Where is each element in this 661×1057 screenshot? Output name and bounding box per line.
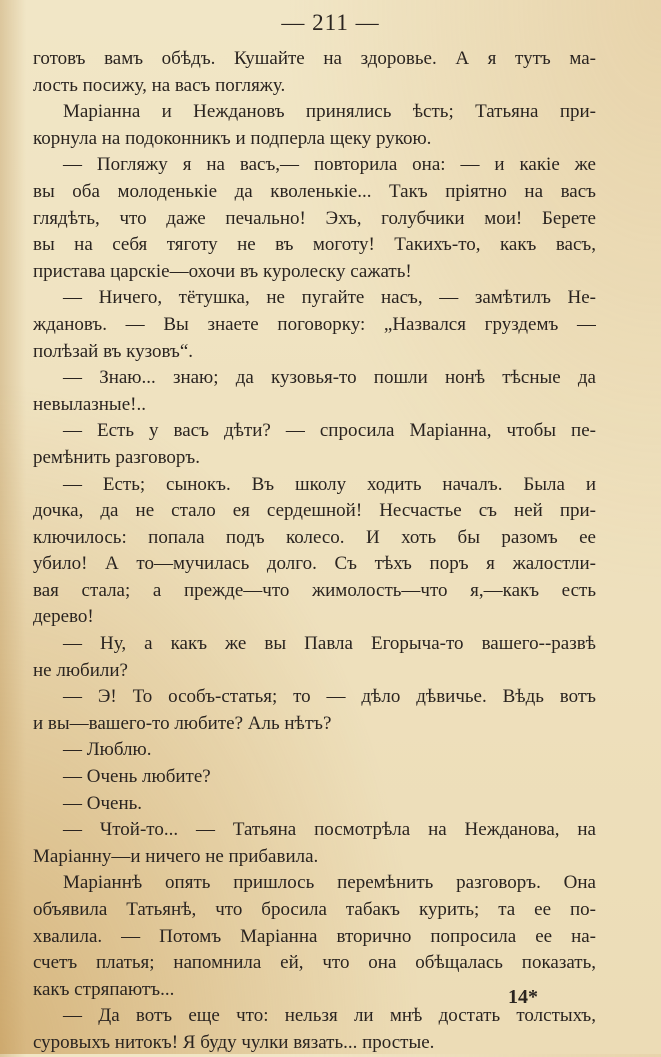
text-line: не любили? xyxy=(33,659,128,681)
text-line: — Есть у васъ дѣти? — спросила Маріанна, чтобы пе- xyxy=(63,420,596,442)
text-line: хвалила. — Потомъ Маріанна вторично попросила ее на- xyxy=(33,925,596,947)
text-line: — Очень любите? xyxy=(63,766,211,788)
text-line: объявила Татьянѣ, что бросила табакъ курить; та ее по- xyxy=(33,899,596,920)
text-line: корнула на подоконникъ и подперла щеку рукою. xyxy=(33,127,432,149)
text-line: — Ну, а какъ же вы Павла Егорыча-то вашего--развѣ xyxy=(63,633,596,655)
text-line: — Погляжу я на васъ,— повторила она: — и какіе же xyxy=(63,154,596,176)
text-line: — Да вотъ еще что: нельзя ли мнѣ достать толстыхъ, xyxy=(63,1005,596,1027)
text-line: дерево! xyxy=(33,606,94,628)
text-line: пристава царскіе—охочи въ куролеску сажать! xyxy=(33,260,412,282)
text-line: Маріаннѣ опять пришлось перемѣнить разговоръ. Она xyxy=(63,872,596,894)
text-line: готовъ вамъ обѣдъ. Кушайте на здоровье. А я тутъ ма- xyxy=(33,48,596,69)
text-line: Маріанна и Неждановъ принялись ѣсть; Татьяна при- xyxy=(63,101,596,123)
text-line: счетъ платья; напомнила ей, что она обѣщалась показать, xyxy=(33,952,596,974)
text-line: суровыхъ нитокъ! Я буду чулки вязать... простые. xyxy=(33,1031,435,1053)
body-text xyxy=(33,46,596,1057)
text-line: убило! А то—мучилась долго. Съ тѣхъ поръ я жалостли- xyxy=(33,553,596,575)
text-line: невылазные!.. xyxy=(33,393,146,415)
text-line: ключилось: попала подъ колесо. И хоть бы разомъ ее xyxy=(33,526,596,548)
text-line: вы на себя тяготу не въ моготу! Такихъ-то, какъ васъ, xyxy=(33,234,596,256)
text-line: какъ стряпаютъ... xyxy=(33,978,175,1000)
signature-mark: 14* xyxy=(508,986,538,1008)
text-line: — Очень. xyxy=(63,792,143,814)
text-line: вы оба молоденькіе да кволенькіе... Такъ пріятно на васъ xyxy=(33,180,596,202)
text-line: — Знаю... знаю; да кузовья-то пошли нонѣ тѣсные да xyxy=(63,367,596,389)
text-line: — Есть; сынокъ. Въ школу ходить началъ. Была и xyxy=(63,473,596,495)
text-line: ждановъ. — Вы знаете поговорку: „Назвался груздемъ — xyxy=(33,313,596,335)
text-line: лость посижу, на васъ погляжу. xyxy=(33,74,286,96)
text-line: глядѣть, что даже печально! Эхъ, голубчики мои! Берете xyxy=(33,207,596,229)
text-line: и вы—вашего-то любите? Аль нѣтъ? xyxy=(33,712,332,734)
text-line: ремѣнить разговоръ. xyxy=(33,446,201,468)
page-number: — 211 — xyxy=(281,10,380,35)
text-line: полѣзай въ кузовъ“. xyxy=(33,340,194,362)
text-line: — Ничего, тётушка, не пугайте насъ, — замѣтилъ Не- xyxy=(63,287,596,309)
text-line: дочка, да не стало ея сердешной! Несчастье съ ней при- xyxy=(33,500,596,522)
text-line: — Люблю. xyxy=(63,739,152,761)
text-line: — Чтой-то... — Татьяна посмотрѣла на Нежданова, на xyxy=(63,819,596,841)
text-line: — Э! То особъ-статья; то — дѣло дѣвичье. Вѣдь вотъ xyxy=(63,686,596,708)
text-line: вая стала; а прежде—что жимолость—что я,—какъ есть xyxy=(33,579,596,601)
text-line: Маріанну—и ничего не прибавила. xyxy=(33,845,319,867)
